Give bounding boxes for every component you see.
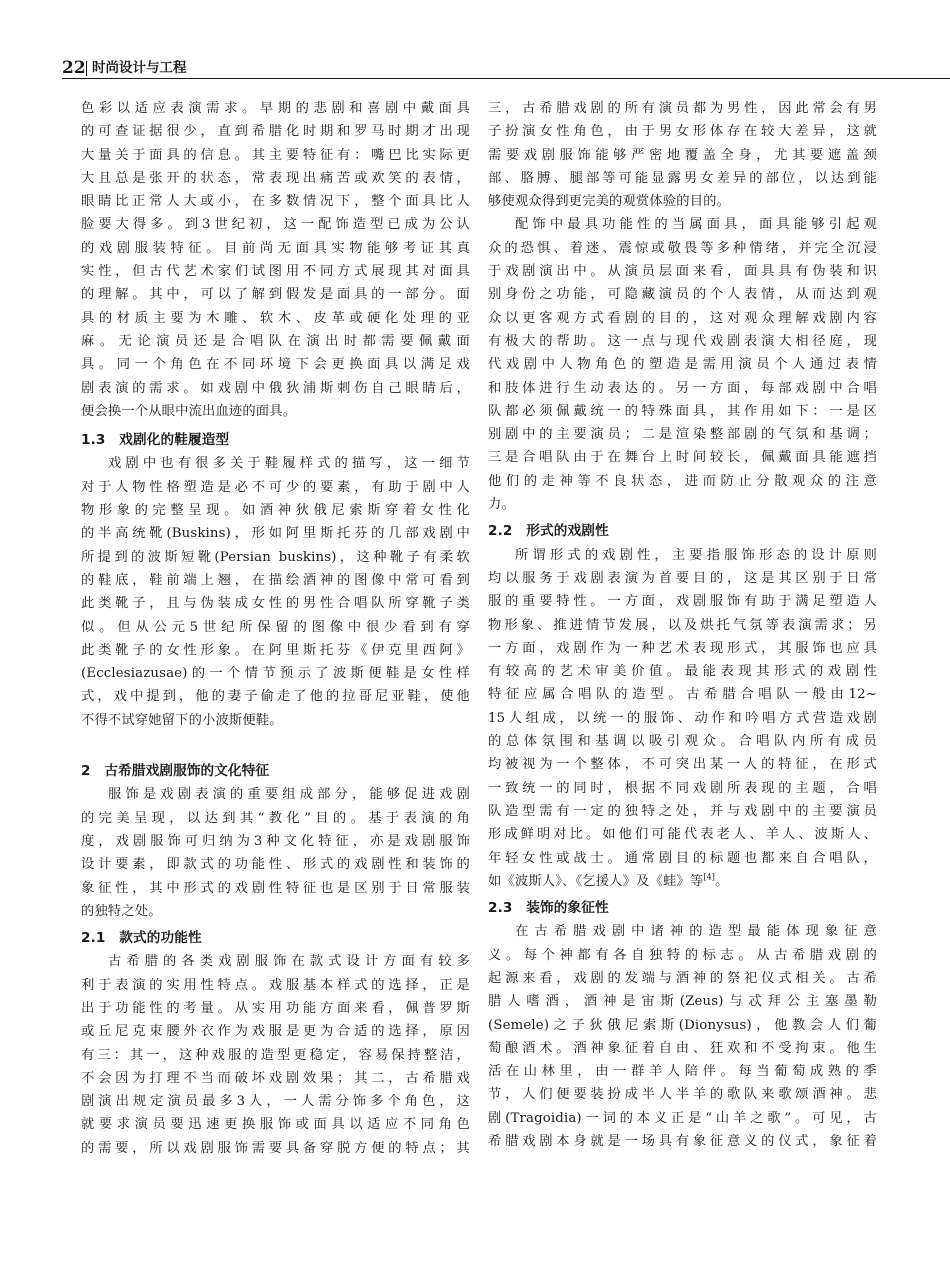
text-line: 色彩以适应表演需求。早期的悲剧和喜剧中戴面具 — [81, 101, 470, 116]
text-line: 的可查证据很少，直到希腊化时期和罗马时期才出现 — [81, 124, 470, 140]
text-line: 出于功能性的考量。从实用功能方面来看，佩普罗斯 — [81, 1000, 470, 1016]
text-line: 物形象的完整呈现。如酒神狄俄尼索斯穿着女性化 — [81, 503, 470, 519]
text-line: 三，古希腊戏剧的所有演员都为男性，因此常会有男 — [488, 101, 877, 116]
text-line: (Semele)之子狄俄尼索斯(Dionysus)，他教会人们葡 — [488, 1017, 877, 1033]
text-line: 众的恐惧、着迷、震惊或敬畏等多种情绪，并完全沉浸 — [488, 240, 877, 256]
header-rule — [62, 78, 950, 79]
paragraph-mask-function — [488, 213, 877, 516]
text-line: 式，戏中提到，他的妻子偷走了他的拉哥尼亚鞋，使他 — [81, 689, 470, 705]
citation-ref: [4] — [703, 872, 716, 882]
text-line: 和肢体进行生动表达的。另一方面，每部戏剧中合唱 — [488, 380, 877, 396]
text-line: 便会换一个从眼中流出血迹的面具。 — [81, 403, 297, 419]
paragraph-function-continued — [488, 97, 877, 213]
text-line: 活在山林里，由一群羊人陪伴。每当葡萄成熟的季 — [488, 1064, 877, 1080]
right-column — [488, 97, 877, 1153]
text-line: 麻。无论演员还是合唱队在演出时都需要佩戴面 — [81, 333, 470, 349]
section-heading-2: 2 古希腊戏剧服饰的文化特征 — [81, 763, 270, 780]
text-line: 形成鲜明对比。如他们可能代表老人、羊人、波斯人、 — [488, 827, 877, 843]
paragraph-symbol — [488, 920, 877, 1153]
text-line: 利于表演的实用性特点。戏服基本样式的选择，正是 — [81, 977, 470, 993]
text-line: 众以更客观方式看剧的目的，这对观众理解戏剧内容 — [488, 310, 877, 326]
text-line: 于戏剧演出中。从演员层面来看，面具具有伪装和识 — [488, 264, 877, 280]
text-line: 不得不试穿她留下的小波斯便鞋。 — [81, 712, 283, 728]
text-line: 的完美呈现，以达到其“教化”目的。基于表演的角 — [81, 810, 470, 826]
paragraph-mask-continued — [81, 97, 470, 423]
section-heading-2-3: 2.3 装饰的象征性 — [488, 900, 609, 917]
left-column — [81, 97, 470, 1160]
text-line: 实性，但古代艺术家们试图用不同方式展现其对面具 — [81, 264, 470, 280]
text-line: 别身份之功能，可隐藏演员的个人表情，从而达到观 — [488, 287, 877, 303]
text-line: 代戏剧中人物角色的塑造是需用演员个人通过表情 — [488, 357, 877, 373]
text-line: 就要求演员要迅速更换服饰或面具以适应不同角色 — [81, 1117, 470, 1133]
text-line: 均被视为一个整体，不可突出某一人的特征，在形式 — [488, 757, 877, 773]
text-line: 此类靴子，且与伪装成女性的男性合唱队所穿靴子类 — [81, 596, 470, 612]
text-line: 物形象、推进情节发展，以及烘托气氛等表演需求；另 — [488, 617, 877, 633]
running-header — [62, 58, 950, 80]
text-line: 此类靴子的女性形象。在阿里斯托芬《伊克里西阿》 — [81, 642, 470, 658]
text-line: 有三：其一，这种戏服的造型更稳定，容易保持整洁， — [81, 1047, 470, 1063]
paragraph-culture — [81, 783, 470, 923]
text-line: 萄酿酒术。酒神象征着自由、狂欢和不受拘束。他生 — [488, 1040, 877, 1056]
text-line: 对于人物性格塑造是必不可少的要素，有助于剧中人 — [81, 479, 470, 495]
text-line: 起源来看，戏剧的发端与酒神的祭祀仪式相关。古希 — [488, 970, 877, 986]
text-line: 特征应属合唱队的造型。古希腊合唱队一般由12~ — [488, 687, 877, 703]
text-line: 剧(Tragoidia)一词的本义正是“山羊之歌”。可见，古 — [488, 1110, 877, 1126]
text-line: 他们的走神等不良状态，进而防止分散观众的注意 — [488, 473, 877, 489]
page-number: 22 — [62, 58, 86, 78]
section-heading-2-2: 2.2 形式的戏剧性 — [488, 523, 609, 540]
text-line: 的独特之处。 — [81, 903, 162, 919]
text-line: 的戏剧服装特征。目前尚无面具实物能够考证其真 — [81, 240, 470, 256]
text-line: 的鞋底，鞋前端上翘，在描绘酒神的图像中常可看到 — [81, 572, 470, 588]
text-line: 的半高统靴(Buskins)，形如阿里斯托芬的几部戏剧中 — [81, 526, 470, 542]
text-line: 有极大的帮助。这一点与现代戏剧表演大相径庭，现 — [488, 333, 877, 349]
header-divider — [86, 61, 87, 76]
text-line: 大量关于面具的信息。其主要特征有：嘴巴比实际更 — [81, 147, 470, 163]
text-line: 具。同一个角色在不同环境下会更换面具以满足戏 — [81, 357, 470, 373]
text-line: 义。每个神都有各自独特的标志。从古希腊戏剧的 — [488, 947, 877, 963]
text-line: 节，人们便要装扮成半人半羊的歌队来歌颂酒神。悲 — [488, 1087, 877, 1103]
section-heading-2-1: 2.1 款式的功能性 — [81, 930, 202, 947]
text-line: 剧表演的需求。如戏剧中俄狄浦斯刺伤自己眼睛后， — [81, 380, 470, 396]
text-line: 配饰中最具功能性的当属面具，面具能够引起观 — [515, 217, 877, 233]
text-line: 戏剧中也有很多关于鞋履样式的描写，这一细节 — [108, 456, 470, 472]
text-line: 的需要，所以戏剧服饰需要具备穿脱方便的特点；其 — [81, 1140, 470, 1156]
text-line: 设计要素，即款式的功能性、形式的戏剧性和装饰的 — [81, 857, 470, 873]
paragraph-function — [81, 950, 470, 1160]
text-line: 所提到的波斯短靴(Persian buskins)，这种靴子有柔软 — [81, 549, 470, 565]
text-line: 力。 — [488, 497, 515, 513]
text-line: 在古希腊戏剧中诸神的造型最能体现象征意 — [515, 924, 877, 940]
text-line: (Ecclesiazusae)的一个情节预示了波斯便鞋是女性样 — [81, 666, 470, 682]
text-line: 剧演出规定演员最多3人，一人需分饰多个角色，这 — [81, 1094, 470, 1110]
text-line: 象征性，其中形式的戏剧性特征也是区别于日常服装 — [81, 880, 470, 896]
text-line: 一方面，戏剧作为一种艺术表现形式，其服饰也应具 — [488, 640, 877, 656]
text-line: 部、胳膊、腿部等可能显露男女差异的部位，以达到能 — [488, 170, 877, 186]
text-line: 眼睛比正常人大或小，在多数情况下，整个面具比人 — [81, 194, 470, 210]
text-line: 似。但从公元5世纪所保留的图像中很少看到有穿 — [81, 619, 470, 635]
text-line: 均以服务于戏剧表演为首要目的，这是其区别于日常 — [488, 570, 877, 586]
text-line: 脸要大得多。到3世纪初，这一配饰造型已成为公认 — [81, 217, 470, 233]
text-line: 希腊戏剧本身就是一场具有象征意义的仪式，象征着 — [488, 1134, 877, 1150]
text-line: 的总体氛围和基调以吸引观众。合唱队内所有成员 — [488, 734, 877, 750]
citation-text: 如《波斯人》、《乞援人》及《蛙》等 — [488, 873, 704, 889]
text-line: 有较高的艺术审美价值。最能表现其形式的戏剧性 — [488, 664, 877, 680]
text-line: 够使观众得到更完美的观赏体验的目的。 — [488, 194, 731, 210]
text-line: 所谓形式的戏剧性，主要指服饰形态的设计原则 — [515, 547, 877, 563]
text-line: 一致统一的同时，根据不同戏剧所表现的主题，合唱 — [488, 780, 877, 796]
text-line: 古希腊的各类戏剧服饰在款式设计方面有较多 — [108, 954, 470, 970]
text-line: 子扮演女性角色，由于男女形体存在较大差异，这就 — [488, 124, 877, 140]
text-line: 或丘尼克束腰外衣作为戏服是更为合适的选择，原因 — [81, 1024, 470, 1040]
text-line: 腊人嗜酒，酒神是宙斯(Zeus)与忒拜公主塞墨勒 — [488, 994, 877, 1010]
text-line: 三是合唱队由于在舞台上时间较长，佩戴面具能遮挡 — [488, 450, 877, 466]
text-line: 年轻女性或战士。通常剧目的标题也都来自合唱队， — [488, 850, 877, 866]
text-line: 服的重要特性。一方面，戏剧服饰有助于满足塑造人 — [488, 594, 877, 610]
section-heading-1-3: 1.3 戏剧化的鞋履造型 — [81, 432, 230, 449]
text-line: 不会因为打理不当而破坏戏剧效果；其二，古希腊戏 — [81, 1070, 470, 1086]
text-line: 具的材质主要为木雕、软木、皮革或硬化处理的亚 — [81, 310, 470, 326]
sentence-end: 。 — [715, 873, 729, 889]
text-line: 别剧中的主要演员；二是渲染整部剧的气氛和基调； — [488, 427, 877, 443]
journal-title: 时尚设计与工程 — [92, 60, 187, 76]
text-line-with-citation — [488, 870, 877, 893]
text-line: 度，戏剧服饰可归纳为3种文化特征，亦是戏剧服饰 — [81, 833, 470, 849]
text-line: 队造型需有一定的独特之处，并与戏剧中的主要演员 — [488, 803, 877, 819]
paragraph-shoes — [81, 452, 470, 732]
text-line: 的理解。其中，可以了解到假发是面具的一部分。面 — [81, 287, 470, 303]
text-line: 服饰是戏剧表演的重要组成部分，能够促进戏剧 — [108, 787, 470, 803]
text-line: 15人组成，以统一的服饰、动作和吟唱方式营造戏剧 — [488, 710, 877, 726]
text-line: 大且总是张开的状态，常表现出痛苦或欢笑的表情， — [81, 170, 470, 186]
paragraph-drama — [488, 544, 877, 893]
text-line: 需要戏剧服饰能够严密地覆盖全身，尤其要遮盖颈 — [488, 147, 877, 163]
text-line: 队都必须佩戴统一的特殊面具，其作用如下：一是区 — [488, 403, 877, 419]
